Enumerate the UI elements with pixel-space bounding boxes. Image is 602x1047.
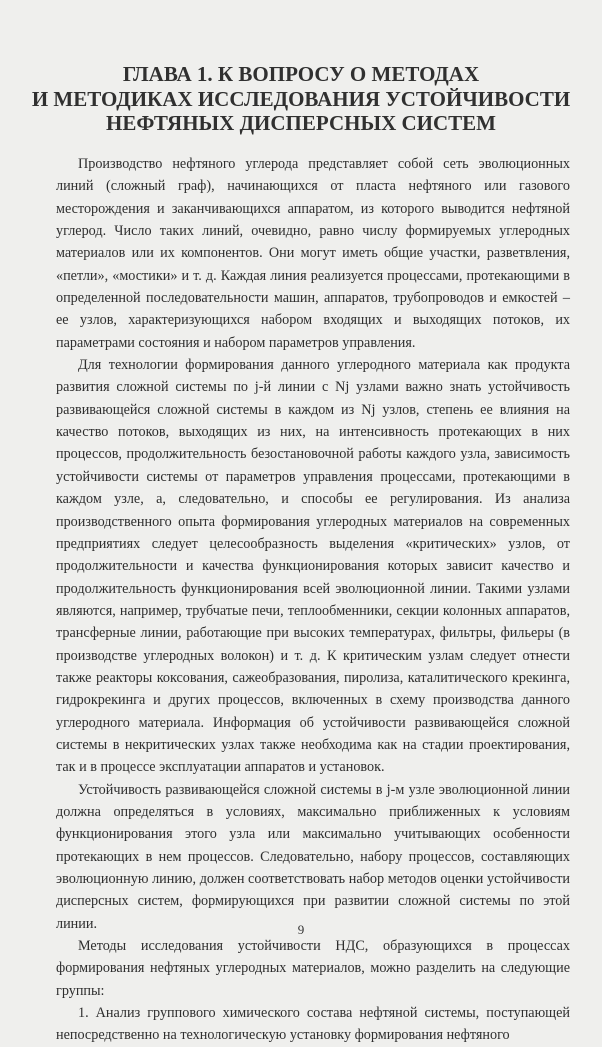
paragraph-2: Для технологии формирования данного углеродного материала как продукта развития сложной системы по j-й линии с Nj узлами важно знать устойчивость развивающейся сложной системы в каждом из Nj узлов, степень ее влияния на качество потоков, выходящих из них, на интенсивность протекающих в них процессов, продолжительность безостановочной работы каждого узла, зависимость устойчивости системы от параметров управления процессами, протекающими в каждом узле, а, следовательно, и способы ее регулирования. Из анализа производственного опыта формирования углеродных материалов на современных предприятиях следует целесообразность выделения «критических» узлов, от продолжительности и качества функционирования которых зависит качество и продолжительность функционирования всей эволюционной линии. Такими узлами являются, например, трубчатые печи, теплообменники, секции колонных аппаратов, трансферные линии, работающие при высоких температурах, фильтры, фильеры (в производстве углеродных волокон) и т. д. К критическим узлам следует отнести также реакторы коксования, сажеобразования, пиролиза, каталитического крекинга, гидрокрекинга и других процессов, включенных в схему производства данного углеродного материала. Информация об устойчивости развивающейся сложной системы в некритических узлах также необходима как на стадии проектирования, так и в процессе эксплуатации аппаратов и установок. <box>56 357 570 776</box>
chapter-title-line-3: НЕФТЯНЫХ ДИСПЕРСНЫХ СИСТЕМ <box>105 111 496 135</box>
page-number: 9 <box>297 922 305 937</box>
paragraph-1: Производство нефтяного углерода представляет собой сеть эволюционных линий (сложный граф), начинающихся от пласта нефтяного или газового месторождения и заканчивающихся аппаратом, из которого выводится нефтяной углерод. Число таких линий, очевидно, равно числу формируемых углеродных материалов или их компонентов. Они могут иметь общие участки, разветвления, «петли», «мостики» и т. д. Каждая линия реализуется процессами, протекающими в определенной последовательности машин, аппаратов, трубопроводов и емкостей – ее узлов, характеризующихся набором входящих и выходящих потоков, их параметрами состояния и набором параметров управления. <box>56 156 570 351</box>
chapter-title-line-1: ГЛАВА 1. К ВОПРОСУ О МЕТОДАХ <box>122 62 480 86</box>
body-text <box>56 153 570 1047</box>
chapter-title <box>0 62 602 136</box>
chapter-title-line-2: И МЕТОДИКАХ ИССЛЕДОВАНИЯ УСТОЙЧИВОСТИ <box>31 86 571 111</box>
paragraph-3: Устойчивость развивающейся сложной системы в j-м узле эволюционной линии должна определяться в условиях, максимально приближенных к условиям функционирования этого узла или максимально учитывающих особенности протекающих в нем процессов. Следовательно, набору процессов, составляющих эволюционную линию, должен соответствовать набор методов оценки устойчивости дисперсных систем, формирующихся при развитии сложной системы по этой линии. <box>56 781 570 932</box>
paragraph-5: 1. Анализ группового химического состава нефтяной системы, поступающей непосредственно на технологическую установку формирования нефтяного <box>56 1005 570 1044</box>
paragraph-4: Методы исследования устойчивости НДС, образующихся в процессах формирования нефтяных углеродных материалов, можно разделить на следующие группы: <box>56 938 570 999</box>
